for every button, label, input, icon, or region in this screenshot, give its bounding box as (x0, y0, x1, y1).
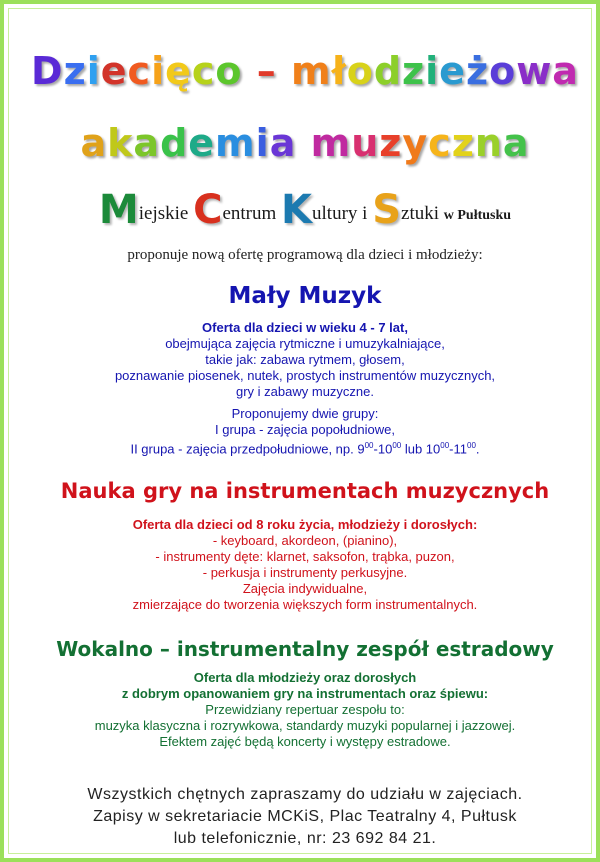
title-letter: c (127, 49, 152, 93)
title-letter: o (215, 49, 243, 93)
s3-lead-2: z dobrym opanowaniem gry na instrumentach oraz śpiewu: (121, 686, 489, 701)
s3-line: Przewidziany repertuar zespołu to: (205, 702, 405, 717)
title-letter: z (402, 49, 426, 93)
s1-dash: -10 (373, 441, 393, 457)
s2-line: zmierzające do tworzenia większych form instrumentalnych. (132, 597, 478, 612)
title-letter: a (502, 121, 530, 165)
title-letter: k (107, 121, 134, 165)
sup: 00 (440, 441, 450, 450)
title-letter: i (86, 49, 101, 93)
title-letter: m (310, 121, 352, 165)
title-letter: u (351, 121, 380, 165)
title-letter: ż (465, 49, 490, 93)
footer-line-2: Zapisy w sekretariacie MCKiS, Plac Teatralny 4, Pułtusk (93, 808, 517, 825)
title-letter: a (269, 121, 297, 165)
title-letter: m (290, 49, 332, 93)
s3-lead-1: Oferta dla młodzieży oraz dorosłych (193, 670, 417, 685)
org-initial-k: K (281, 187, 313, 233)
intro-text: proponuje nową ofertę programową dla dzieci i młodzieży: (127, 247, 483, 263)
s1-group-2 (9, 438, 600, 457)
s3-line: muzyka klasyczna i rozrywkowa, standardy muzyki popularnej i jazzowej. (94, 718, 516, 733)
title-letter: d (373, 49, 403, 93)
title-letter: n (474, 121, 503, 165)
s1-end: . (475, 441, 480, 457)
org-part-1 (98, 187, 194, 233)
title-letter: o (346, 49, 374, 93)
s3-line: Efektem zajęć będą koncerty i występy estradowe. (159, 734, 451, 749)
title-letter: c (428, 121, 452, 165)
title-letter: – (242, 49, 291, 93)
s1-group-2-text: II grupa - zajęcia przedpołudniowe, np. 9 (130, 441, 365, 457)
title-letter: w (516, 49, 553, 93)
org-word-3: ultury i (312, 203, 373, 224)
title-letter: i (425, 49, 440, 93)
s1-line: poznawanie piosenek, nutek, prostych instrumentów muzycznych, (114, 368, 496, 383)
s2-lead: Oferta dla dzieci od 8 roku życia, młodzieży i dorosłych: (132, 517, 478, 532)
org-initial-m: M (98, 187, 139, 233)
title-letter: a (552, 49, 579, 93)
s1-or: lub 10 (401, 441, 441, 457)
sup: 00 (364, 441, 374, 450)
s2-line: - perkusja i instrumenty perkusyjne. (202, 565, 408, 580)
title-line-2 (9, 121, 600, 165)
s2-line: Zajęcia indywidualne, (242, 581, 368, 596)
org-part-4 (372, 187, 444, 233)
org-part-2 (193, 187, 282, 233)
org-word-4: ztuki (401, 203, 444, 224)
title-letter: o (489, 49, 517, 93)
section-maly-muzyk-body (9, 320, 600, 457)
section-zespol-body (9, 670, 600, 750)
s2-line: - instrumenty dęte: klarnet, saksofon, trąbka, puzon, (155, 549, 455, 564)
footer-contact (9, 784, 600, 850)
title-letter: e (439, 49, 466, 93)
sup: 00 (392, 441, 402, 450)
s1-line: takie jak: zabawa rytmem, głosem, (205, 352, 405, 367)
title-letter: ł (331, 49, 347, 93)
title-line-1 (9, 49, 600, 93)
section-zespol-title: Wokalno – instrumentalny zespół estradowy (56, 637, 554, 661)
section-nauka-gry-body (9, 517, 600, 613)
title-letter: c (191, 49, 216, 93)
section-maly-muzyk-title: Mały Muzyk (228, 283, 382, 309)
title-letter (296, 121, 310, 165)
title-letter: i (255, 121, 270, 165)
title-letter: e (188, 121, 216, 165)
title-letter: z (63, 49, 87, 93)
org-word-1: iejskie (138, 203, 194, 224)
title-letter: D (31, 49, 64, 93)
title-letter: z (379, 121, 403, 165)
title-letter: i (151, 49, 166, 93)
title-letter: a (80, 121, 108, 165)
s1-lead: Oferta dla dzieci w wieku 4 - 7 lat, (202, 320, 408, 335)
s1-groups-heading: Proponujemy dwie grupy: (231, 406, 379, 421)
s1-group-1: I grupa - zajęcia popołudniowe, (215, 422, 395, 437)
title-letter: e (100, 49, 128, 93)
title-letter: ę (165, 49, 192, 93)
s1-dash-2: -11 (449, 441, 467, 457)
title-letter: d (160, 121, 189, 165)
organization-name (9, 187, 600, 233)
section-nauka-gry-title: Nauka gry na instrumentach muzycznych (60, 479, 550, 503)
s1-line: gry i zabawy muzyczne. (236, 384, 374, 399)
poster-inner-frame (8, 8, 592, 854)
sup: 00 (467, 441, 476, 450)
org-place: w Pułtusku (443, 208, 512, 223)
org-initial-s: S (372, 187, 402, 233)
title-letter: y (402, 121, 429, 165)
title-letter: z (451, 121, 475, 165)
footer-line-3: lub telefonicznie, nr: 23 692 84 21. (173, 830, 437, 847)
footer-line-1: Wszystkich chętnych zapraszamy do udziału w zajęciach. (87, 786, 523, 803)
title-letter: m (215, 121, 256, 165)
org-initial-c: C (193, 187, 223, 233)
s2-line: - keyboard, akordeon, (pianino), (212, 533, 398, 548)
org-part-3 (281, 187, 373, 233)
org-word-2: entrum (222, 203, 282, 224)
s1-line: obejmująca zajęcia rytmiczne i umuzykalniające, (165, 336, 445, 351)
title-letter: a (133, 121, 161, 165)
